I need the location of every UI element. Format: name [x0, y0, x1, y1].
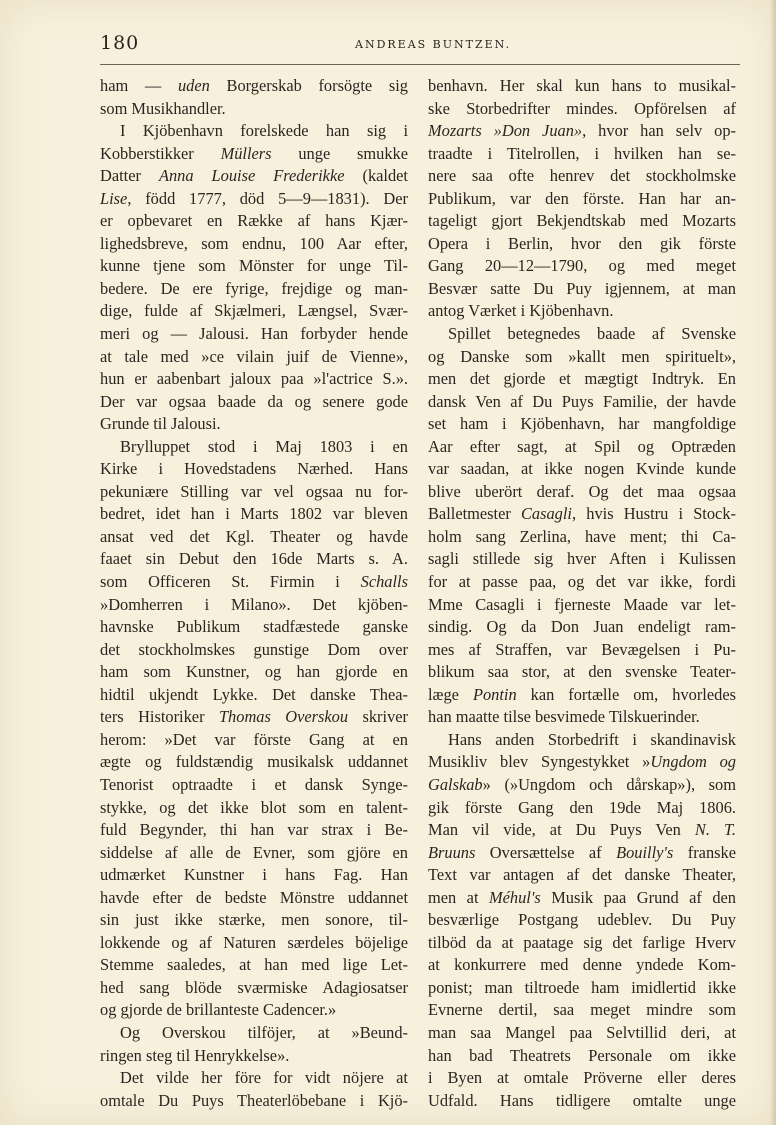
text-run: benhavn. Her skal kun hans to musikal- — [428, 76, 736, 95]
text-run: Mme Casagli i fjerneste Maade var let- — [428, 594, 736, 614]
text-run: bedere. De ere fyrige, frejdige og man- — [100, 278, 408, 298]
text-line — [100, 616, 408, 639]
text-run: Spillet betegnedes baade af Svenske — [448, 324, 736, 344]
text-line — [100, 526, 408, 549]
text-line — [100, 1067, 408, 1090]
text-line — [100, 909, 408, 932]
text-run: ters Historiker — [100, 707, 219, 727]
italic-phrase: Müllers — [220, 143, 272, 163]
text-line — [100, 932, 408, 955]
text-run: Hans anden Storbedrift i skandinavisk — [448, 729, 736, 749]
text-line — [428, 819, 736, 842]
text-run: at konkurrere med denne yndede Kom- — [428, 955, 736, 975]
text-run: meri og — Jalousi. Han forbyder hende — [100, 324, 408, 344]
text-run: ham — — [100, 76, 178, 95]
text-run: tilböd da at paatage sig det farlige Hverv — [428, 932, 736, 952]
text-run: tageligt gjort Bekjendtskab med Mozarts — [428, 211, 736, 231]
italic-phrase: Lise — [100, 188, 128, 208]
text-run: for at passe paa, og det var ikke, fordi — [428, 572, 736, 592]
text-run: Og Overskou tilföjer, at »Beund- — [120, 1022, 408, 1042]
text-line — [100, 165, 408, 188]
text-line — [428, 1090, 736, 1113]
text-line — [428, 503, 736, 526]
page-header — [100, 28, 740, 65]
text-line — [100, 887, 408, 910]
text-line — [428, 143, 736, 166]
text-line — [100, 639, 408, 662]
text-line — [100, 797, 408, 820]
text-run: skriver — [348, 707, 408, 727]
text-run: dige, fulde af Skjælmeri, Længsel, Svær- — [100, 301, 408, 321]
text-column-left — [100, 75, 408, 1112]
text-run: omtale Du Puys Theaterlöbebane i Kjö- — [100, 1090, 408, 1110]
text-line — [100, 391, 408, 414]
text-line — [428, 1045, 736, 1068]
text-line — [428, 864, 736, 887]
running-head: ANDREAS BUNTZEN. — [355, 38, 512, 51]
text-run: herom: »Det var förste Gang at en — [100, 729, 408, 749]
italic-phrase: Casagli — [520, 504, 572, 524]
text-line — [100, 255, 408, 278]
italic-phrase: Galskab — [428, 774, 483, 794]
text-line — [428, 661, 736, 684]
text-run: sagli stillede sig hver Aften i Kulissen — [428, 549, 736, 569]
text-line — [428, 210, 736, 233]
text-run: Balletmester — [428, 504, 521, 524]
text-line — [100, 346, 408, 369]
text-line — [428, 481, 736, 504]
text-line — [100, 751, 408, 774]
text-run: Man vil vide, at Du Puys Ven — [428, 820, 695, 840]
text-line — [428, 706, 736, 729]
text-line — [428, 436, 736, 459]
text-run: , hvor han selv op- — [582, 121, 736, 141]
text-line — [428, 233, 736, 256]
text-line — [428, 887, 736, 910]
text-run: Tenorist optraadte i et dansk Synge- — [100, 774, 408, 794]
text-run: Borgerskab forsögte sig — [209, 76, 408, 95]
text-run: Udfald. Hans tidligere omtalte unge — [428, 1090, 736, 1110]
text-line — [100, 413, 408, 436]
text-run: dansk Ven af Du Puys Familie, der havde — [428, 391, 736, 411]
text-line — [100, 594, 408, 617]
text-line — [100, 188, 408, 211]
text-run: stykke, og det ikke blot som en talent- — [100, 797, 408, 817]
text-run: er opbevaret en Række af hans Kjær- — [100, 211, 408, 231]
text-line — [100, 1045, 408, 1068]
italic-phrase: N. T. — [694, 820, 736, 840]
italic-phrase: uden — [177, 76, 210, 95]
text-line — [428, 75, 736, 98]
text-run: Brylluppet stod i Maj 1803 i en — [120, 436, 408, 456]
text-line — [100, 458, 408, 481]
text-line — [100, 842, 408, 865]
text-run: kunne tjene som Mönster for unge Til- — [100, 256, 408, 276]
text-line — [428, 188, 736, 211]
text-run: ham som Kunstner, og han gjorde en — [100, 662, 408, 682]
text-run: havnske Publikum stadfæstede ganske — [100, 617, 408, 637]
text-run: » (»Ungdom och dårskap»), som — [482, 774, 736, 794]
text-line — [100, 503, 408, 526]
scan-edge-shadow — [770, 0, 776, 1125]
text-run: og gjorde de brillanteste Cadencer.» — [100, 1000, 337, 1020]
text-line — [100, 1090, 408, 1113]
text-run: men at — [428, 887, 489, 907]
text-line — [428, 323, 736, 346]
text-run: man saa Mangel paa Selvtillid deri, at — [428, 1022, 736, 1042]
text-line — [100, 684, 408, 707]
text-run: pekuniære Stilling var vel ogsaa nu for- — [100, 481, 408, 501]
text-run: Musik paa Grund af den — [540, 887, 736, 907]
text-run: antog Værket i Kjöbenhavn. — [428, 301, 614, 321]
text-run: læge — [428, 684, 473, 704]
text-line — [428, 346, 736, 369]
text-line — [428, 774, 736, 797]
text-run: franske — [673, 842, 736, 862]
text-line — [428, 300, 736, 323]
text-run: ansat ved det Kgl. Theater og havde — [100, 526, 408, 546]
text-run: lighedsbreve, som endnu, 100 Aar efter, — [100, 233, 408, 253]
text-line — [428, 616, 736, 639]
text-run: (kaldet — [344, 166, 408, 186]
text-line — [100, 954, 408, 977]
text-line — [100, 143, 408, 166]
text-run: I Kjöbenhavn forelskede han sig i — [120, 121, 408, 141]
text-line — [428, 1022, 736, 1045]
text-run: bedret, idet han i Marts 1802 var bleven — [100, 504, 408, 524]
text-column-right — [428, 75, 736, 1112]
text-line — [100, 368, 408, 391]
italic-phrase: Thomas Overskou — [218, 707, 349, 727]
text-run: lokkende og af Naturen særdeles böjelige — [100, 932, 408, 952]
text-line — [100, 571, 408, 594]
text-line — [428, 594, 736, 617]
text-run: Opera i Berlin, hvor den gik förste — [428, 233, 736, 253]
text-run: Datter — [100, 166, 159, 186]
text-run: holm sang Zerlina, have ment; thi Ca- — [428, 526, 736, 546]
text-run: sin just ikke stærke, men sonore, til- — [100, 910, 408, 930]
italic-phrase: Bouilly's — [616, 842, 674, 862]
text-line — [428, 751, 736, 774]
text-line — [428, 458, 736, 481]
text-line — [100, 233, 408, 256]
text-run: gik förste Gang den 19de Maj 1806. — [428, 797, 736, 817]
text-line — [100, 1022, 408, 1045]
italic-phrase: Schalls — [360, 572, 408, 592]
text-line — [100, 864, 408, 887]
text-run: Kobberstikker — [100, 143, 221, 163]
text-run: ske Storbedrifter mindes. Opförelsen af — [428, 98, 736, 118]
text-line — [428, 797, 736, 820]
text-run: Besvær satte Du Puy igjennem, at man — [428, 278, 736, 298]
text-run: han maatte tilse besvimede Tilskuerinder. — [428, 707, 700, 727]
text-line — [428, 684, 736, 707]
italic-phrase: Méhul's — [488, 887, 541, 907]
text-line — [100, 774, 408, 797]
text-line — [100, 436, 408, 459]
text-run: Stemme saaledes, at han med lige Let- — [100, 955, 408, 975]
text-run: mes af Straffen, var Bevægelsen i Pu- — [428, 639, 736, 659]
text-line — [428, 391, 736, 414]
page-number: 180 — [100, 32, 140, 54]
text-run: unge smukke — [271, 143, 408, 163]
text-run: men det gjorde et mægtigt Indtryk. En — [428, 369, 736, 389]
text-run: , född 1777, död 5—9—1831). Der — [127, 188, 408, 208]
text-run: blikum saa stor, at den svenske Teater- — [428, 662, 736, 682]
text-line — [428, 255, 736, 278]
text-line — [100, 729, 408, 752]
text-run: det stockholmskes gunstige Dom over — [100, 639, 408, 659]
text-run: siddelse af alle de Evner, som gjöre en — [100, 842, 408, 862]
text-line — [428, 954, 736, 977]
text-line — [428, 548, 736, 571]
text-run: Gang 20—12—1790, og med meget — [428, 256, 736, 276]
text-run: nere saa ofte henrev det stockholmske — [428, 166, 736, 186]
text-line — [428, 165, 736, 188]
text-line — [100, 75, 408, 98]
italic-phrase: Pontin — [472, 684, 517, 704]
text-line — [100, 481, 408, 504]
text-run: havde efter de bedste Mönstre uddannet — [100, 887, 408, 907]
text-run: set ham i Kjöbenhavn, har mangfoldige — [428, 414, 736, 434]
text-line — [428, 932, 736, 955]
text-run: hed sang blöde sværmiske Adagiosatser — [100, 977, 408, 997]
text-line — [100, 661, 408, 684]
text-run: og Danske som »kallt men spirituelt», — [428, 346, 736, 366]
text-line — [428, 98, 736, 121]
text-run: at tale med »ce vilain juif de Vienne», — [100, 346, 408, 366]
text-line — [100, 278, 408, 301]
text-line — [428, 977, 736, 1000]
italic-phrase: Ungdom og — [650, 752, 736, 772]
text-run: fuld Begynder, thi han var strax i Be- — [100, 820, 408, 840]
text-run: , hvis Hustru i Stock- — [572, 504, 736, 524]
text-line — [100, 977, 408, 1000]
text-run: besværlige Postgang udeblev. Du Puy — [428, 910, 736, 930]
text-run: hidtil ukjendt Lykke. Det danske Thea- — [100, 684, 408, 704]
text-run: Evnerne dertil, saa meget mindre som — [428, 1000, 736, 1020]
text-line — [428, 120, 736, 143]
text-line — [100, 819, 408, 842]
text-run: som Musikhandler. — [100, 98, 226, 118]
text-run: var saadan, at ikke nogen Kvinde kunde — [428, 459, 736, 479]
text-run: Text var antagen af det danske Theater, — [428, 865, 736, 885]
text-line — [428, 526, 736, 549]
italic-phrase: Mozarts »Don Juan» — [428, 121, 583, 141]
text-line — [100, 999, 408, 1022]
text-run: Musikliv blev Syngestykket » — [428, 752, 651, 772]
text-run: hun er aabenbart jaloux paa »l'actrice S.». — [100, 369, 408, 389]
italic-phrase: Anna Louise Frederikke — [158, 166, 345, 186]
text-line — [428, 1067, 736, 1090]
text-line — [100, 98, 408, 121]
text-run: Det vilde her före for vidt nöjere at — [120, 1068, 408, 1088]
text-run: kan fortælle om, hvorledes — [516, 684, 736, 704]
text-line — [428, 842, 736, 865]
text-line — [428, 729, 736, 752]
text-line — [100, 120, 408, 143]
text-line — [428, 639, 736, 662]
text-run: faaet sin Debut den 16de Marts s. A. — [100, 549, 408, 569]
text-run: Kirke i Hovedstadens Nærhed. Hans — [100, 459, 408, 479]
text-line — [100, 323, 408, 346]
text-line — [428, 413, 736, 436]
text-line — [428, 278, 736, 301]
italic-phrase: Bruuns — [428, 842, 476, 862]
text-run: ponist; man tiltroede ham imidlertid ikke — [428, 977, 736, 997]
text-run: Oversættelse af — [475, 842, 617, 862]
text-run: ægte og fuldstændig musikalsk uddannet — [100, 752, 408, 772]
text-line — [100, 706, 408, 729]
text-run: Aar efter sagt, at Spil og Optræden — [428, 436, 736, 456]
text-line — [100, 300, 408, 323]
text-line — [428, 571, 736, 594]
text-run: udmærket Kunstner i hans Fag. Han — [100, 865, 408, 885]
text-run: han bad Theatrets Personale om ikke — [428, 1045, 736, 1065]
text-line — [428, 368, 736, 391]
text-run: sindig. Og da Don Juan endeligt ram- — [428, 617, 736, 637]
text-run: Der var ogsaa baade da og senere gode — [100, 391, 408, 411]
text-run: blive uberört deraf. Og det maa ogsaa — [428, 481, 736, 501]
text-line — [428, 909, 736, 932]
text-run: Grunde til Jalousi. — [100, 414, 221, 434]
text-run: »Domherren i Milano». Det kjöben- — [100, 594, 408, 614]
text-line — [100, 548, 408, 571]
text-run: ringen steg til Henrykkelse». — [100, 1045, 290, 1065]
text-line — [100, 210, 408, 233]
text-run: i Byen at omtale Pröverne eller deres — [428, 1068, 736, 1088]
text-run: traadte i Titelrollen, i hvilken han se- — [428, 143, 736, 163]
text-line — [428, 999, 736, 1022]
text-run: Publikum, var den förste. Han har an- — [428, 188, 736, 208]
text-run: som Officeren St. Firmin i — [100, 572, 361, 592]
